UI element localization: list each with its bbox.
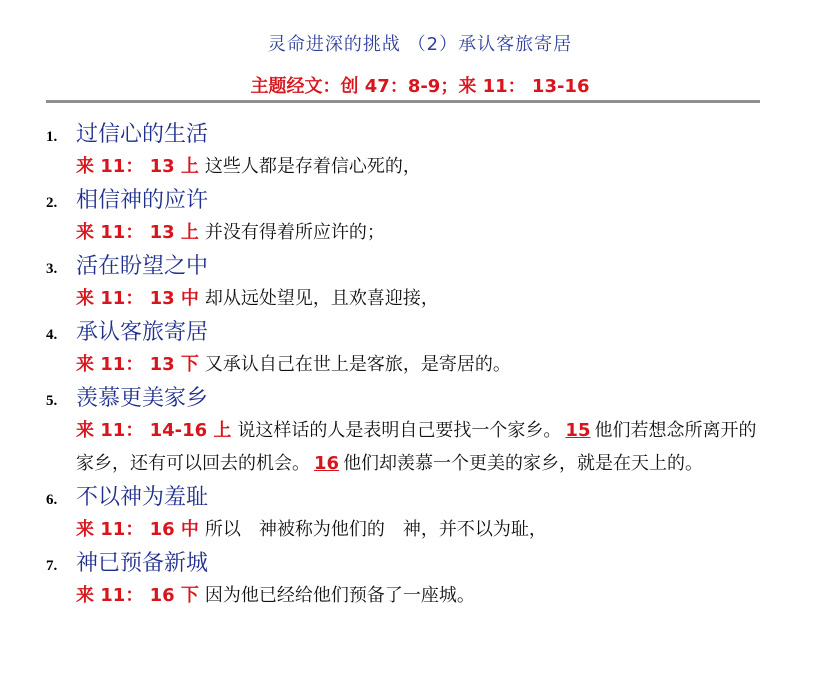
item-title: 活在盼望之中 xyxy=(76,254,209,279)
item-title: 羡慕更美家乡 xyxy=(76,386,209,411)
list-item-7 xyxy=(46,546,766,612)
verse-reference: 来 11： 16 中 xyxy=(76,519,199,540)
list-item-5 xyxy=(46,381,766,480)
item-title: 过信心的生活 xyxy=(76,122,209,147)
item-title: 相信神的应许 xyxy=(76,188,209,213)
list-item-2 xyxy=(46,183,766,249)
verse-body: 却从远处望见，且欢喜迎接， xyxy=(204,288,439,309)
list-item-3 xyxy=(46,249,766,315)
verse-body: 说这样话的人是表明自己要找一个家乡。 xyxy=(237,420,562,441)
point-list xyxy=(46,117,766,612)
item-number: 4. xyxy=(46,327,58,343)
verse-number-16: 16 xyxy=(314,453,340,474)
verse-body: 所以 神被称为他们的 神，并不以为耻， xyxy=(204,519,547,540)
verse-reference: 来 11： 13 中 xyxy=(76,288,199,309)
verse-text xyxy=(76,414,766,480)
item-number: 2. xyxy=(46,195,58,211)
verse-reference: 来 11： 13 上 xyxy=(76,156,199,177)
item-title: 神已预备新城 xyxy=(76,551,209,576)
verse-body-16: 他们却羡慕一个更美的家乡，就是在天上的。 xyxy=(343,453,704,474)
verse-text xyxy=(76,150,766,183)
item-number: 1. xyxy=(46,129,58,145)
item-title: 不以神为羞耻 xyxy=(76,485,209,510)
verse-body: 又承认自己在世上是客旅，是寄居的。 xyxy=(204,354,511,375)
verse-text xyxy=(76,513,766,546)
item-number: 5. xyxy=(46,393,58,409)
verse-body: 并没有得着所应许的； xyxy=(204,222,385,243)
verse-body-15: 他们若想念所离开的家乡，还有可以回去的机会。 xyxy=(76,420,757,474)
theme-scripture: 主题经文：创 47：8-9；来 11： 13-16 xyxy=(250,76,590,97)
verse-body: 因为他已经给他们预备了一座城。 xyxy=(204,585,475,606)
divider xyxy=(46,100,760,103)
list-item-6 xyxy=(46,480,766,546)
verse-number-15: 15 xyxy=(565,420,591,441)
verse-text xyxy=(76,579,766,612)
page-title: 灵命进深的挑战 （2）承认客旅寄居 xyxy=(267,34,573,55)
item-title: 承认客旅寄居 xyxy=(76,320,209,345)
verse-text xyxy=(76,216,766,249)
verse-text xyxy=(76,348,766,381)
verse-reference: 来 11： 13 下 xyxy=(76,354,199,375)
item-number: 6. xyxy=(46,492,58,508)
item-number: 7. xyxy=(46,558,58,574)
verse-body: 这些人都是存着信心死的， xyxy=(204,156,421,177)
verse-reference: 来 11： 13 上 xyxy=(76,222,199,243)
list-item-4 xyxy=(46,315,766,381)
verse-reference: 来 11： 16 下 xyxy=(76,585,199,606)
verse-text xyxy=(76,282,766,315)
item-number: 3. xyxy=(46,261,58,277)
list-item-1 xyxy=(46,117,766,183)
verse-reference: 来 11： 14-16 上 xyxy=(76,420,232,441)
